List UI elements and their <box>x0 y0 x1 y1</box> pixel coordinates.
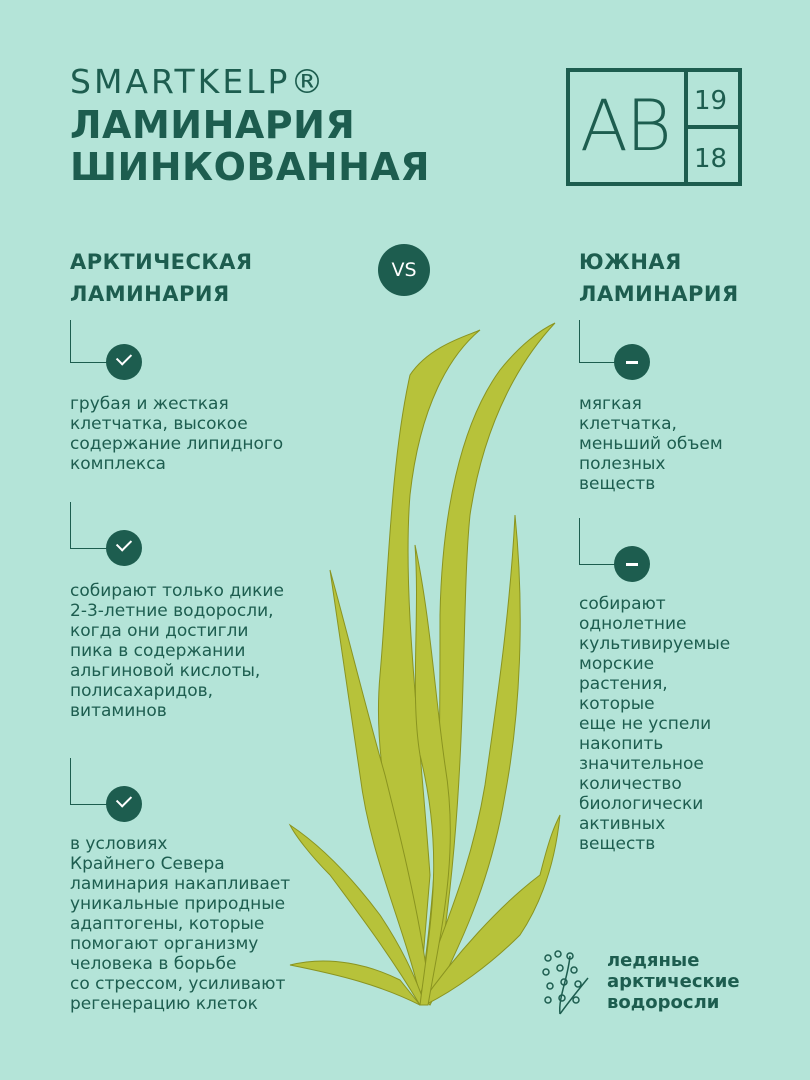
text-line: которые <box>579 694 655 714</box>
title-line: ШИНКОВАННАЯ <box>70 145 431 189</box>
title-line: ЛАМИНАРИЯ <box>70 103 356 147</box>
text-line: когда они достигли <box>70 621 249 641</box>
minus-badge <box>614 546 650 582</box>
text-line: активных <box>579 814 666 834</box>
bracket-line <box>70 758 111 805</box>
left-item-1 <box>70 394 283 474</box>
text-line: морские <box>579 654 655 674</box>
text-line: однолетние <box>579 614 687 634</box>
text-line: значительное <box>579 754 704 774</box>
seaweed-illustration <box>270 315 570 1015</box>
text-line: веществ <box>579 834 656 854</box>
footer-line: водоросли <box>607 992 720 1013</box>
heading-line: ЛАМИНАРИЯ <box>579 282 739 306</box>
text-line: количество <box>579 774 682 794</box>
logo-divider <box>688 125 742 129</box>
text-line: накопить <box>579 734 664 754</box>
check-icon <box>116 535 132 551</box>
text-line: полисахаридов, <box>70 681 214 701</box>
text-line: ламинария накапливает <box>70 874 291 894</box>
text-line: веществ <box>579 474 656 494</box>
text-line: культивируемые <box>579 634 731 654</box>
check-badge <box>106 344 142 380</box>
text-line: комплекса <box>70 454 166 474</box>
minus-icon <box>626 361 638 364</box>
text-line: грубая и жесткая <box>70 394 229 414</box>
text-line: содержание липидного <box>70 434 284 454</box>
logo-year-bottom: 18 <box>694 144 728 174</box>
check-badge <box>106 530 142 566</box>
left-item-3 <box>70 834 290 1014</box>
logo-year-top: 19 <box>694 86 728 116</box>
text-line: регенерацию клеток <box>70 994 258 1014</box>
heading-line: ЛАМИНАРИЯ <box>70 282 230 306</box>
product-title <box>70 104 490 188</box>
footer-line: ледяные <box>607 950 700 971</box>
text-line: помогают организму <box>70 934 259 954</box>
text-line: полезных <box>579 454 666 474</box>
vs-badge: VS <box>378 244 430 296</box>
brand-name: SMARTKELP® <box>70 62 327 101</box>
text-line: альгиновой кислоты, <box>70 661 261 681</box>
check-icon <box>116 349 132 365</box>
footer-tagline <box>607 950 740 1013</box>
check-badge <box>106 786 142 822</box>
text-line: витаминов <box>70 701 167 721</box>
heading-line: ЮЖНАЯ <box>579 250 682 274</box>
bracket-line <box>70 320 111 363</box>
text-line: адаптогены, которые <box>70 914 265 934</box>
text-line: человека в борьбе <box>70 954 237 974</box>
right-heading <box>579 246 739 310</box>
text-line: еще не успели <box>579 714 712 734</box>
text-line: собирают <box>579 594 666 614</box>
right-item-1 <box>579 394 723 494</box>
text-line: растения, <box>579 674 668 694</box>
text-line: 2-3-летние водоросли, <box>70 601 274 621</box>
text-line: клетчатка, <box>579 414 677 434</box>
text-line: уникальные природные <box>70 894 286 914</box>
text-line: собирают только дикие <box>70 581 284 601</box>
text-line: меньший объем <box>579 434 723 454</box>
text-line: Крайнего Севера <box>70 854 225 874</box>
heading-line: АРКТИЧЕСКАЯ <box>70 250 253 274</box>
text-line: мягкая <box>579 394 642 414</box>
text-line: со стрессом, усиливают <box>70 974 286 994</box>
bracket-line <box>70 502 111 549</box>
footer-line: арктические <box>607 971 740 992</box>
text-line: клетчатка, высокое <box>70 414 248 434</box>
check-icon <box>116 791 132 807</box>
left-item-2 <box>70 581 284 721</box>
left-heading <box>70 246 253 310</box>
seaweed-dots-icon <box>540 948 600 1016</box>
minus-badge <box>614 344 650 380</box>
right-item-2 <box>579 594 730 854</box>
ab-logo <box>566 68 742 186</box>
minus-icon <box>626 563 638 566</box>
text-line: биологически <box>579 794 704 814</box>
logo-letters: AB <box>580 85 670 167</box>
text-line: в условиях <box>70 834 168 854</box>
text-line: пика в содержании <box>70 641 246 661</box>
